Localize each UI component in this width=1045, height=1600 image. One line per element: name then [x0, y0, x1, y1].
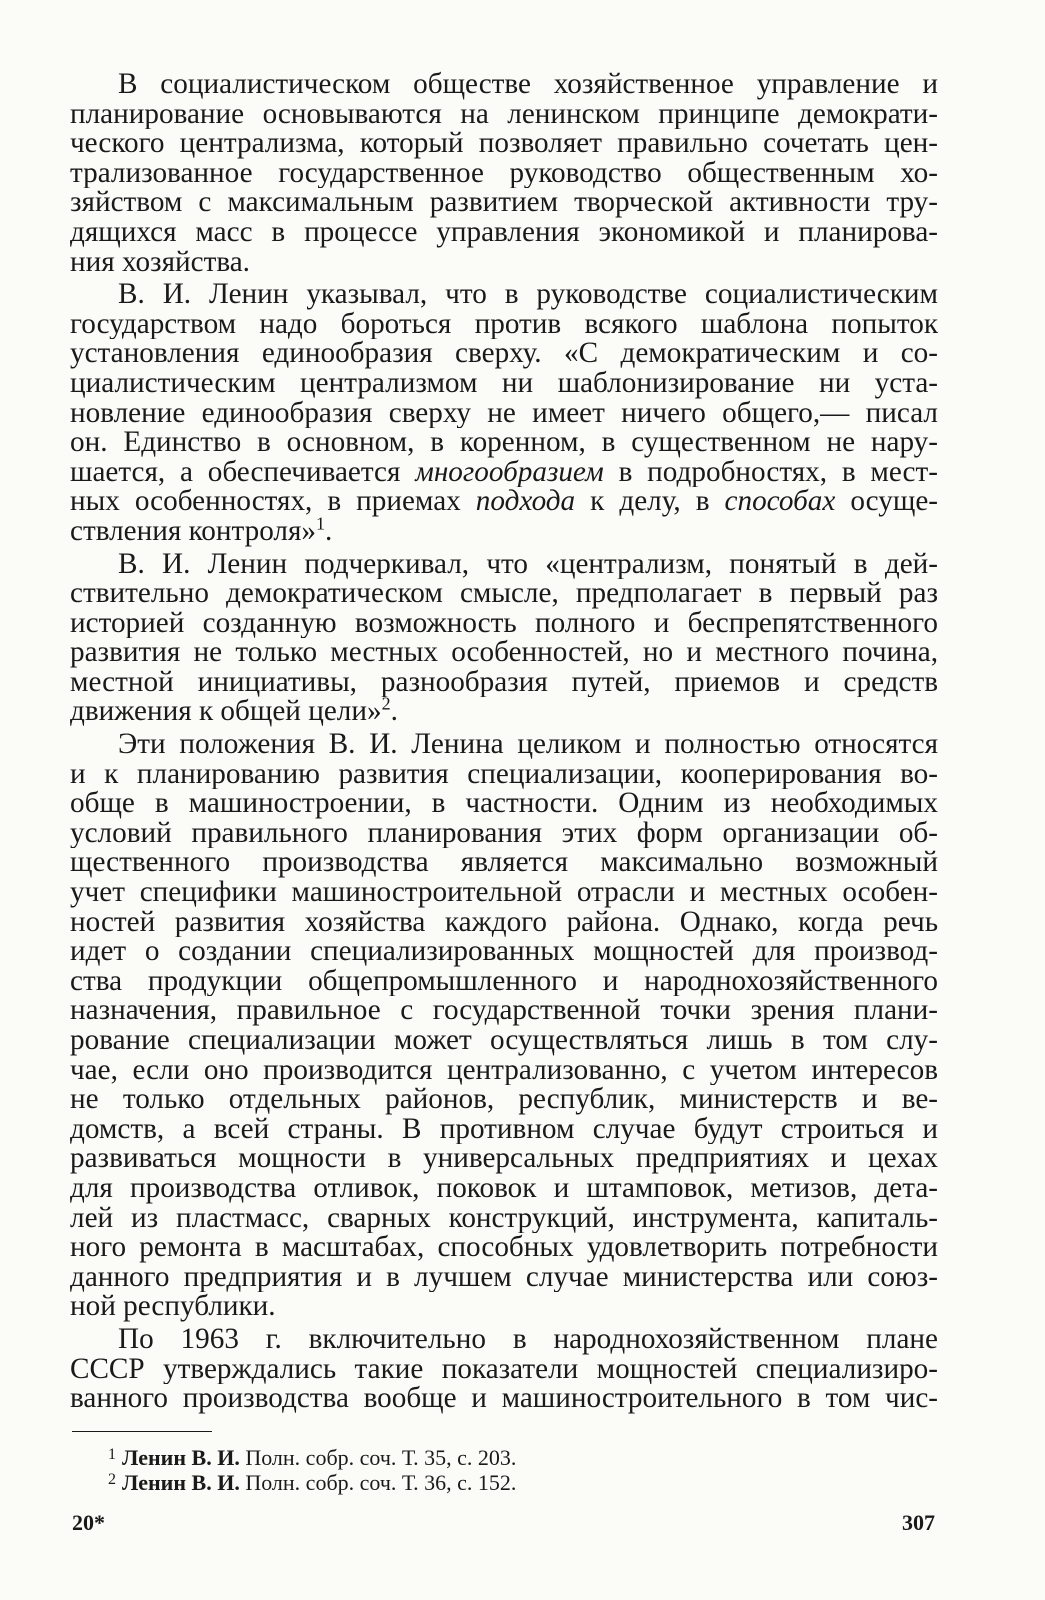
text-run: шается, а обеспечивается	[70, 457, 416, 488]
italic-emphasis: многообразием	[415, 457, 604, 488]
text-line	[70, 517, 938, 547]
paragraph	[70, 1325, 938, 1414]
text-line: назначения, правильное с государственной точки зрения плани-	[70, 996, 938, 1026]
footnote-number: 1	[108, 1446, 116, 1463]
text-line: трализованное государственное руководство общественным хо-	[70, 158, 938, 189]
text-line: циалистическим централизмом ни шаблонизирование ни уста-	[70, 368, 938, 399]
text-line: условий правильного планирования этих форм организации об-	[70, 818, 938, 849]
text-run: .	[390, 697, 398, 728]
footnote	[72, 1443, 692, 1470]
text-line: щественного производства является максимально возможный	[70, 848, 938, 879]
text-line: и к планированию развития специализации, кооперирования во-	[70, 759, 938, 790]
footnote-ref[interactable]: 2	[381, 697, 391, 714]
paragraph	[70, 280, 938, 546]
text-line: не только отдельных районов, республик, министерств и ве-	[70, 1085, 938, 1115]
footnote-author: Ленин В. И.	[122, 1445, 240, 1470]
text-line: ного ремонта в масштабах, способных удовлетворить потребности	[70, 1233, 938, 1263]
text-line	[70, 487, 938, 517]
italic-emphasis: подхода	[475, 487, 576, 517]
footnote-ref[interactable]: 1	[316, 516, 325, 534]
footnote-text: Полн. собр. соч. Т. 35, с. 203.	[239, 1445, 517, 1470]
text-line: он. Единство в основном, в коренном, в существенном не нару-	[70, 428, 938, 458]
text-line: развиваться мощности в универсальных предприятиях и цехах	[70, 1144, 938, 1174]
text-line: зяйством с максимальным развитием творческой активности тру-	[70, 188, 938, 218]
text-line: В. И. Ленин указывал, что в руководстве социалистическим	[118, 280, 938, 310]
text-line: данного предприятия и в лучшем случае министерства или союз-	[70, 1262, 938, 1293]
text-line: для производства отливок, поковок и штамповок, метизов, дета-	[70, 1173, 938, 1204]
printer-signature: 20*	[72, 1510, 105, 1535]
page-number: 307	[902, 1510, 935, 1535]
text-line: домств, а всей страны. В противном случае будут строиться и	[70, 1114, 938, 1145]
paragraph	[70, 550, 938, 728]
text-line: ствительно демократическом смысле, предполагает в первый раз	[70, 579, 938, 609]
text-run: .	[325, 516, 333, 547]
text-line: СССР утверждались такие показатели мощностей специализиро-	[70, 1354, 938, 1385]
footnote-author: Ленин В. И.	[122, 1470, 240, 1495]
paragraph	[70, 70, 938, 277]
footnote	[72, 1468, 692, 1495]
text-run: ных особенностях, в приемах	[70, 487, 476, 517]
text-line: местной инициативы, разнообразия путей, приемов и средств	[70, 667, 938, 698]
italic-emphasis: способах	[724, 487, 836, 517]
text-line: развития не только местных особенностей, но и местного почина,	[70, 638, 938, 668]
text-line: установления единообразия сверху. «С демократическим и со-	[70, 339, 938, 369]
text-line: государством надо бороться против всякого шаблона попыток	[70, 309, 938, 340]
text-run: к делу, в	[575, 487, 725, 517]
text-line: лей из пластмасс, сварных конструкций, инструмента, капиталь-	[70, 1203, 938, 1234]
text-line: В социалистическом обществе хозяйственное управление и	[118, 70, 938, 100]
text-line: историей созданную возможность полного и беспрепятственного	[70, 608, 938, 639]
footnote-divider	[72, 1431, 212, 1432]
text-line: идет о создании специализированных мощностей для производ-	[70, 937, 938, 967]
text-run: осуще-	[835, 487, 938, 517]
text-line: дящихся масс в процессе управления экономикой и планирова-	[70, 217, 938, 248]
text-line: По 1963 г. включительно в народнохозяйственном плане	[118, 1324, 938, 1355]
paragraph	[70, 730, 938, 1322]
text-line: планирование основываются на ленинском принципе демократи-	[70, 99, 938, 130]
footnote-number: 2	[108, 1471, 116, 1488]
text-line	[70, 697, 938, 727]
text-line: В. И. Ленин подчеркивал, что «централизм, понятый в дей-	[118, 549, 938, 580]
text-line: чае, если оно производится централизованно, с учетом интересов	[70, 1055, 938, 1086]
text-line: ванного производства вообще и машиностроительного в том чис-	[70, 1384, 938, 1414]
text-line: новление единообразия сверху не имеет ничего общего,— писал	[70, 398, 938, 429]
text-line: ностей развития хозяйства каждого района. Однако, когда речь	[70, 907, 938, 938]
text-run: в подробностях, в мест-	[603, 457, 938, 488]
text-line: учет специфики машиностроительной отрасли и местных особен-	[70, 878, 938, 908]
text-line: ной республики.	[70, 1292, 276, 1322]
footnote-text: Полн. собр. соч. Т. 36, с. 152.	[239, 1470, 517, 1495]
text-run: ствления контроля»	[70, 516, 316, 547]
main-text	[70, 70, 938, 1414]
text-line: Эти положения В. И. Ленина целиком и полностью относятся	[118, 730, 938, 760]
text-line: рование специализации может осуществляться лишь в том слу-	[70, 1026, 938, 1056]
text-line	[70, 458, 938, 488]
text-line: ния хозяйства.	[70, 247, 250, 278]
text-line: ческого централизма, который позволяет правильно сочетать цен-	[70, 129, 938, 159]
text-line: ства продукции общепромышленного и народнохозяйственного	[70, 966, 938, 997]
text-line: обще в машиностроении, в частности. Одним из необходимых	[70, 789, 938, 819]
text-run: движения к общей цели»	[70, 697, 382, 728]
